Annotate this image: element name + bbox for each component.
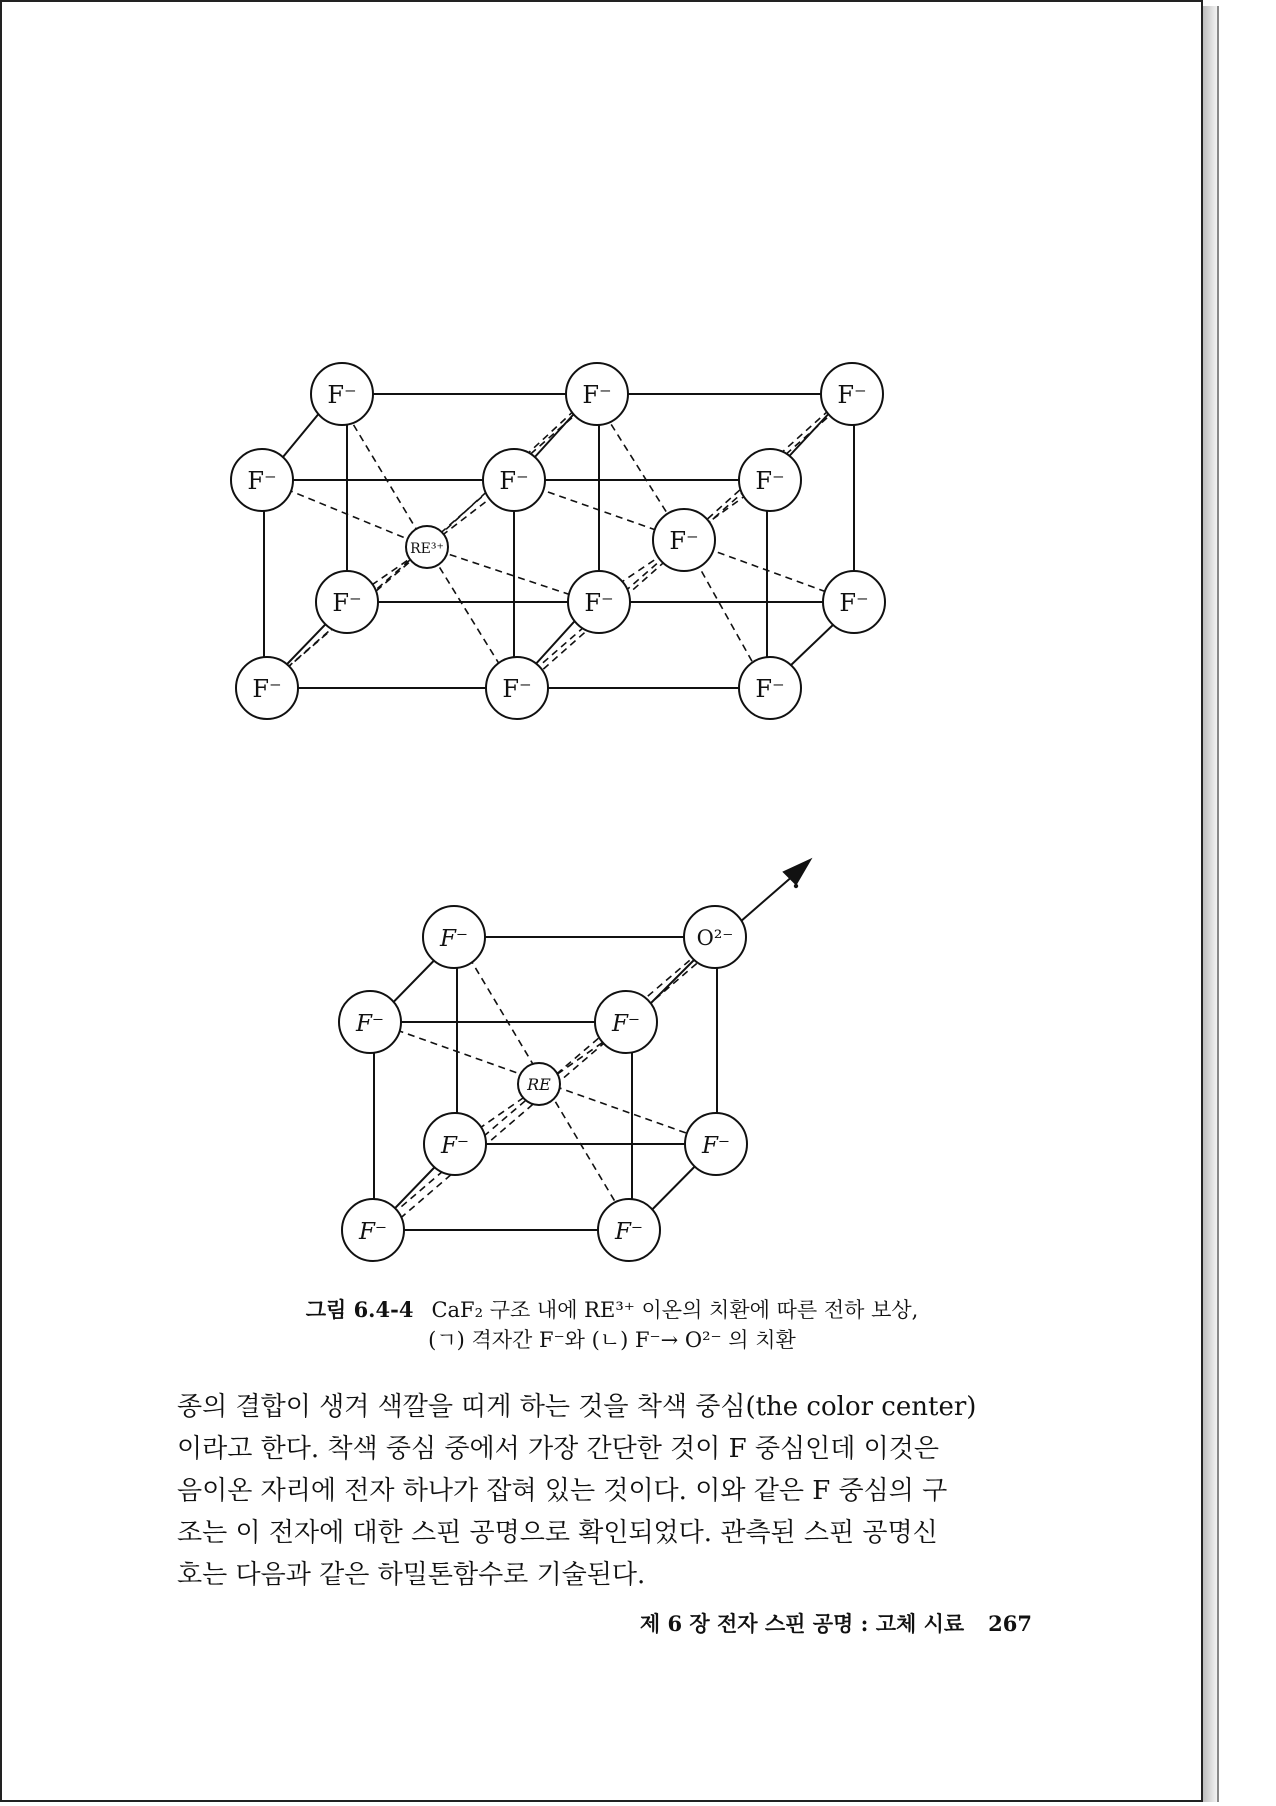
figure-lattice-a [2,2,1205,762]
label-o-b: O²⁻ [696,926,734,950]
figure-lattice-b [2,832,1205,1292]
label-f-a4: F⁻ [247,467,277,495]
caption-line-1 [162,1295,1062,1325]
label-f-a3: F⁻ [837,381,867,409]
body-paragraph [177,1386,1057,1596]
caption-number: 그림 6.4-4 [305,1297,414,1322]
label-f-a13: F⁻ [755,675,785,703]
label-f-b7: F⁻ [614,1219,644,1245]
label-f-b3: F⁻ [611,1011,641,1037]
running-footer [562,1608,1032,1638]
label-f-b4: F⁻ [440,1133,470,1159]
label-f-a10: F⁻ [839,589,869,617]
figure-caption [162,1295,1062,1355]
chapter-title: 제 6 장 전자 스핀 공명 : 고체 시료 [639,1611,965,1636]
label-f-b2: F⁻ [355,1011,385,1037]
label-f-a12: F⁻ [502,675,532,703]
label-f-b5: F⁻ [701,1133,731,1159]
label-re-b: RE [527,1075,551,1094]
label-f-a9: F⁻ [584,589,614,617]
label-f-a2: F⁻ [582,381,612,409]
label-f-a8: F⁻ [332,589,362,617]
label-f-a1: F⁻ [327,381,357,409]
body-line: 종의 결합이 생겨 색깔을 띠게 하는 것을 착색 중심(the color center) [177,1392,977,1422]
label-re-a: RE³⁺ [410,541,444,557]
caption-text-1: CaF₂ 구조 내에 RE³⁺ 이온의 치환에 따른 전하 보상, [431,1298,919,1322]
body-line: 이라고 한다. 착색 중심 중에서 가장 간단한 것이 F 중심인데 이것은 [177,1434,939,1464]
body-line: 음이온 자리에 전자 하나가 잡혀 있는 것이다. 이와 같은 F 중심의 구 [177,1476,948,1506]
label-f-a7: F⁻ [669,527,699,555]
body-line: 조는 이 전자에 대한 스핀 공명으로 확인되었다. 관측된 스핀 공명신 [177,1518,938,1548]
lattice-a-ions [231,363,885,719]
label-f-b6: F⁻ [358,1219,388,1245]
caption-line-2: (ㄱ) 격자간 F⁻와 (ㄴ) F⁻→ O²⁻ 의 치환 [428,1328,796,1352]
label-f-a11: F⁻ [252,675,282,703]
page-edge [1203,6,1219,1802]
body-line: 호는 다음과 같은 하밀톤함수로 기술된다. [177,1560,646,1590]
lattice-a-solid-bonds [257,394,857,688]
label-f-a5: F⁻ [499,467,529,495]
oxygen-displacement-arrow [740,860,810,922]
label-f-b1: F⁻ [439,926,469,952]
lattice-a-dashed-bonds [264,394,854,688]
page-number: 267 [988,1611,1032,1636]
label-f-a6: F⁻ [755,467,785,495]
